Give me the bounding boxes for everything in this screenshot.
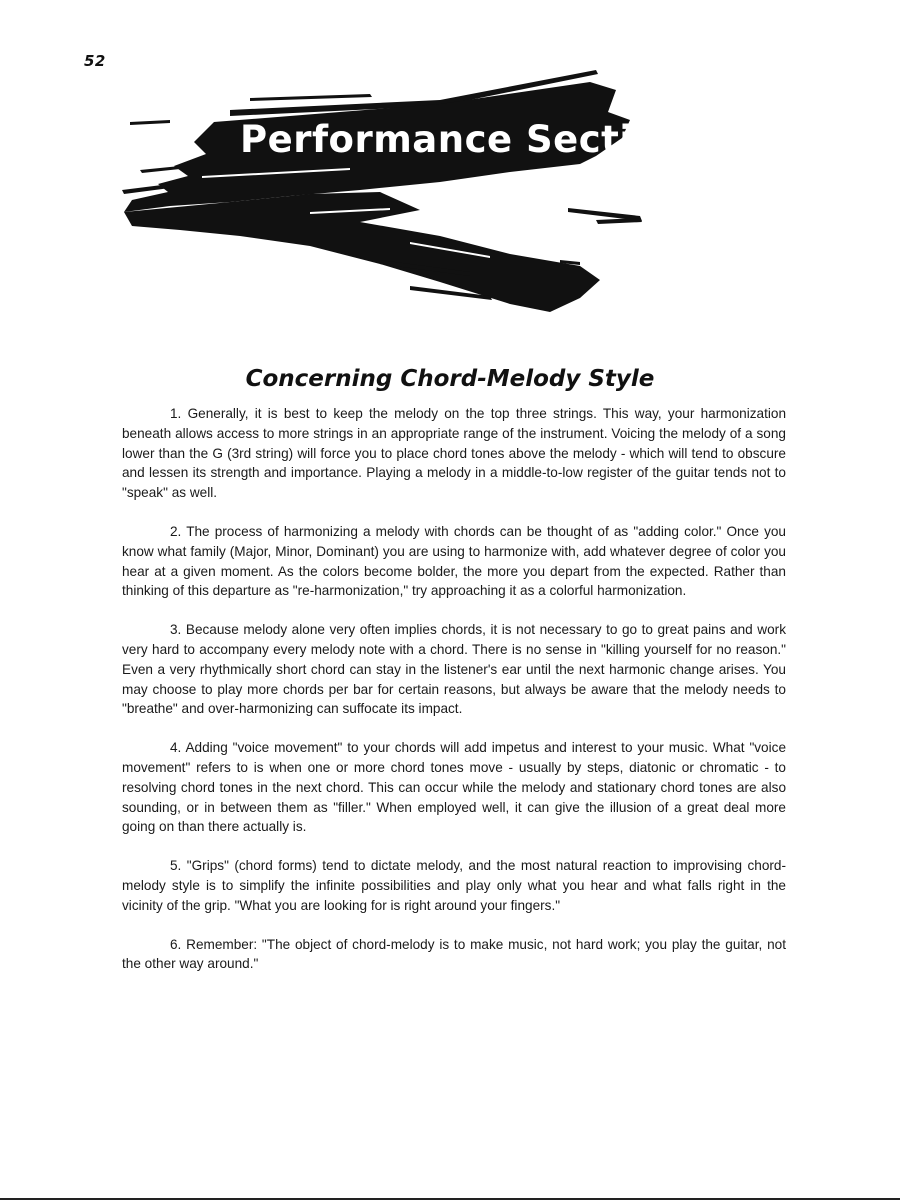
paragraph-2: 2. The process of harmonizing a melody with chords can be thought of as "adding color." Once you know what family (Major, Minor, Dominant) you are using to harmonize with, add whatever degree of color you hear at a given moment. As the colors become bolder, the more you depart from the expected. Rather than thinking of this departure as "re-harmonization," try approaching it as a colorful harmonization. xyxy=(122,523,786,599)
performance-section-banner xyxy=(110,60,686,330)
section-title: Concerning Chord-Melody Style xyxy=(245,366,655,392)
banner-title: Performance Section xyxy=(240,118,686,161)
paragraph-3: 3. Because melody alone very often implies chords, it is not necessary to go to great pains and work very hard to accompany every melody note with a chord. There is no sense in "killing yourself for no reason." Even a very rhythmically short chord can stay in the listener's ear until the next harmonic change arises. You may choose to play more chords per bar for certain reasons, but always be aware that the melody needs to "breathe" and over-harmonizing can suffocate its impact. xyxy=(122,622,786,717)
body-text xyxy=(122,404,786,993)
paragraph-4: 4. Adding "voice movement" to your chords will add impetus and interest to your music. What "voice movement" refers to is when one or more chord tones move - usually by steps, diatonic or chromatic - to resolving chord tones in the next chord. This can occur while the melody and stationary chord tones are also sounding, or in between them as "filler." When employed well, it can give the illusion of a great deal more going on than there actually is. xyxy=(122,740,786,835)
brush-stroke-graphic xyxy=(110,60,680,330)
paragraph-5: 5. "Grips" (chord forms) tend to dictate melody, and the most natural reaction to improvising chord-melody style is to simplify the infinite possibilities and play only what you hear and what falls right in the vicinity of the grip. "What you are looking for is right around your fingers." xyxy=(122,858,786,913)
paragraph-1: 1. Generally, it is best to keep the melody on the top three strings. This way, your harmonization beneath allows access to more strings in an appropriate range of the instrument. Voicing the melody of a song lower than the G (3rd string) will force you to place chord tones above the melody - which will tend to obscure and lessen its strength and importance. Playing a melody in a middle-to-low register of the guitar tends not to "speak" as well. xyxy=(122,406,786,501)
paragraph-6: 6. Remember: "The object of chord-melody is to make music, not hard work; you play the guitar, not the other way around." xyxy=(122,936,786,972)
page-number: 52 xyxy=(84,52,106,70)
